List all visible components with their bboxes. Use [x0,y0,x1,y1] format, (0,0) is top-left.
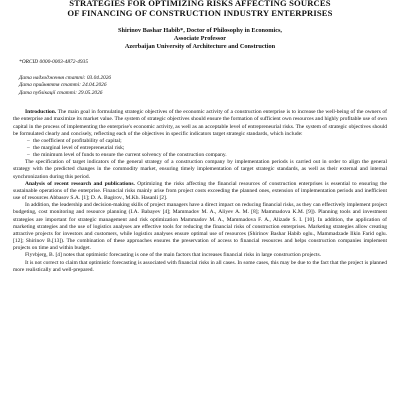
list-item: – the minimum level of funds to ensure the current solvency of the construction company. [27,152,387,159]
paragraph-text: Flyvbjerg, B. [4] notes that optimistic forecasting is one of the main factors that increases financial risks in large construction projects. [25,252,321,259]
title-line: STRATEGIES FOR OPTIMIZING RISKS AFFECTING SOURCES [69,0,331,8]
paragraph-introduction [13,109,387,138]
author-affiliation: Azerbaijan University of Architecture and Construction [124,43,276,50]
paragraph [13,260,387,274]
paragraph-text: Optimizing the risks affecting the financial resources of construction enterprises is essential to ensuring the sustainable operations of the enterprise. Financial risks mainly arise from project costs exceeding the planned ones, extension of implementation periods and inefficient use of resources Abbasov S.A. [1]; D. A. Bagirov., M.Kh. Hasanli [2]. [13,180,387,202]
list-item: – the coefficient of profitability of capital; [27,138,387,145]
list-item: – the marginal level of entrepreneurial risk; [27,145,387,152]
date-published: Дата публікації статті: 29.05.2026 [19,89,103,96]
author-block [13,27,387,51]
section-lead: Introduction. [25,109,57,116]
paragraph-analysis [13,181,387,202]
article-body [13,109,387,274]
article-dates [13,75,387,97]
date-received: Дата надходження статті: 03.04.2026 [19,75,112,81]
paragraph-text: The specification of target indicators of the general strategy of a construction company by implementation periods is carried out in order to align the general strategy with the predicted changes in the commodity market, ensuring timely implementation of target strategic standards, as well as their external and internal synchronization during this period. [13,159,387,180]
paragraph [13,202,387,252]
title-line: OF FINANCING OF CONSTRUCTION INDUSTRY ENTERPRISES [67,8,333,18]
paper-title [13,0,387,18]
section-lead: Analysis of recent research and publications. [25,180,135,187]
paragraph-text: The main goal in formulating strategic objectives of the economic activity of a construction enterprise is to increase the well-being of the owners of the enterprise and maximize its market value. The system of strategic objectives should ensure the formation of sufficient own resources and highly profitable use of own capital in the process of implementing the enterprise's economic activity, as well as an acceptable level of entrepreneurial risks. The system of strategic objectives should be formulated clearly and concisely, reflecting each of the objectives in specific indicators target strategic standards, which include: [13,109,387,137]
indicator-list [13,138,387,159]
paragraph [13,252,387,259]
paragraph [13,159,387,180]
date-accepted: Дата прийняття статті: 24.04.2026 [19,82,107,89]
author-position: Associate Professor [173,35,227,42]
orcid-id: *ORCID 0000-0003-4872-4935 [19,59,89,65]
paragraph-text: In addition, the leadership and decision-making skills of project managers have a direct impact on reducing financial risks, as they can effectively implement project budgeting, cost monitoring and resource planning (I.A. Babayev [4]; Mammadov M. A., Aliyev A. M. [8]; Mammadova K.M. [9]). Planning tools and investment strategies are important for strategic management and risk optimization Mammadov M. A., Mammadova F. A., Alizade S. I. [10]. In addition, the application of marketing strategies and the use of logistics analyses are effective tools for reducing the financial risks of construction enterprises. Marketing strategies allow creating attractive projects for investors and customers, while logistics analyses ensure optimal use of resources (Shirinov Bashar Habib oglu., Mammadzade Ilkin Farid oglu.[12]; Shirinov B.[13]). The combination of these approaches ensures the preservation of access to financial resources and helps construction companies implement projects on time and within budget. [13,202,388,252]
author-name: Shirinov Bashar Habib*, Doctor of Philosophy in Economics, [117,27,283,34]
paragraph-text: It is not correct to claim that optimistic forecasting is associated with financial risks in all cases. In some cases, this may be due to the fact that the project is planned more realistically and well-prepared. [13,259,387,273]
